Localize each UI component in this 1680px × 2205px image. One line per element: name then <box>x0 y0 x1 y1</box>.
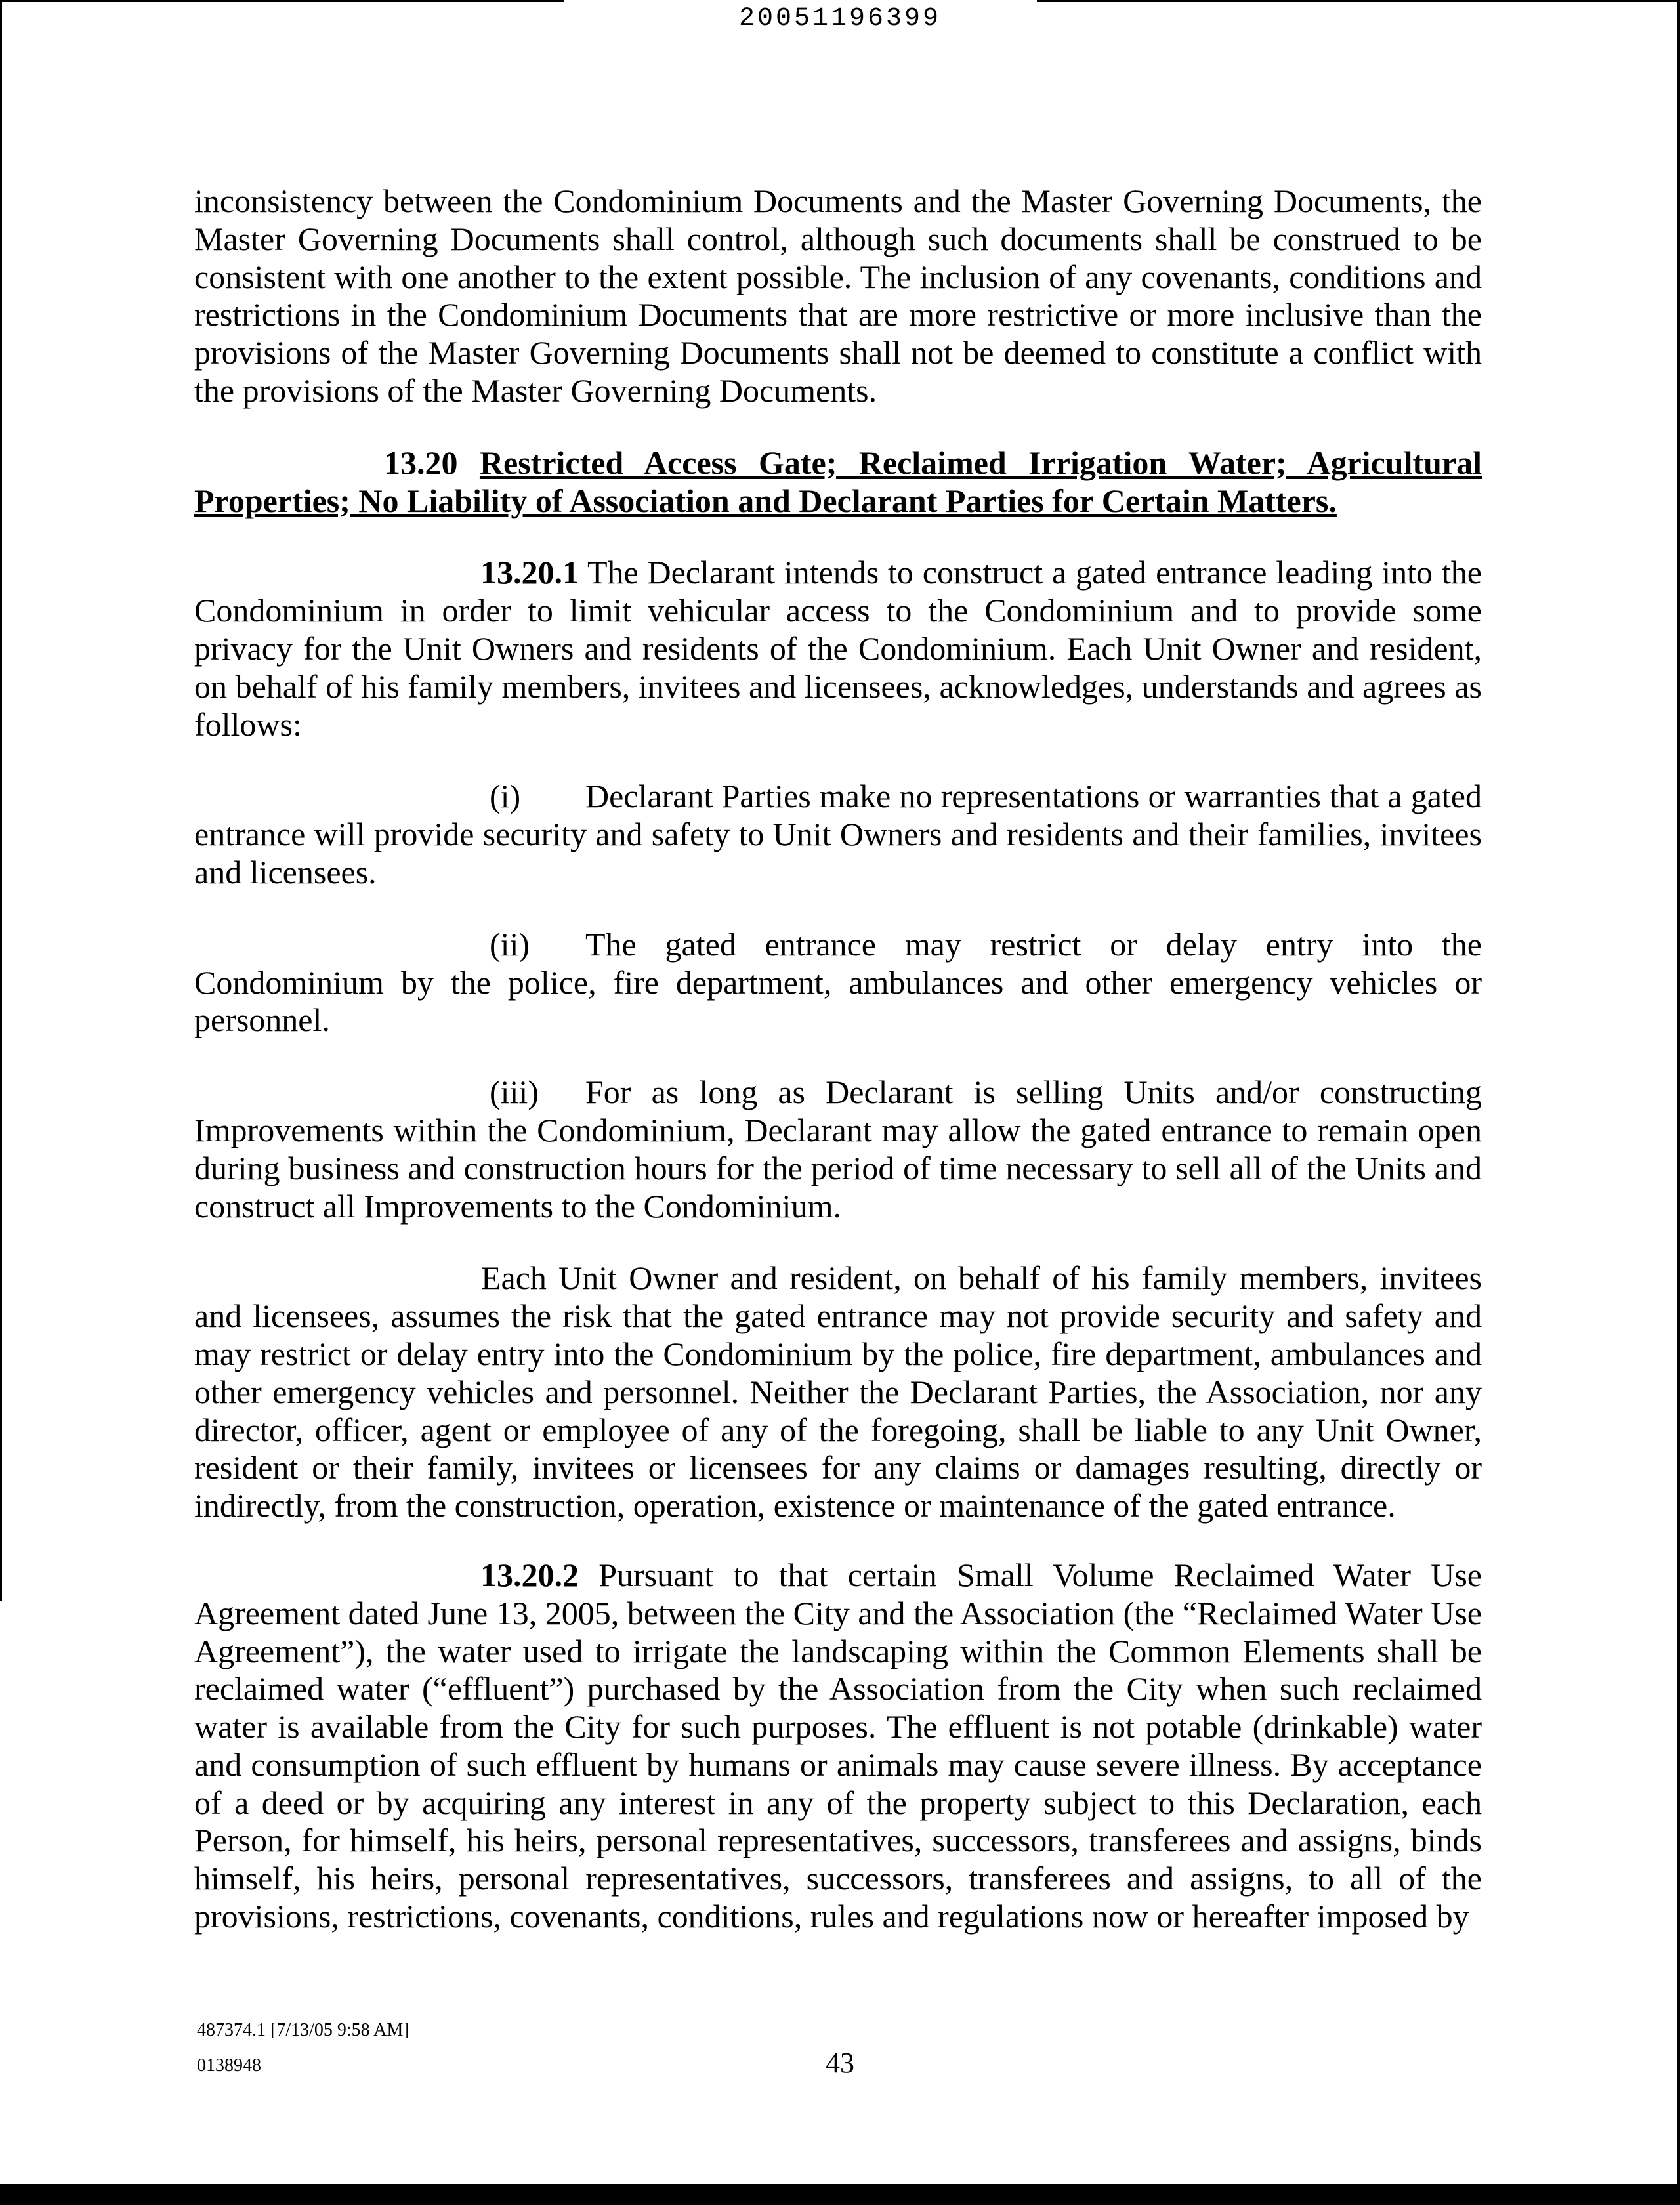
section-heading <box>194 444 1482 520</box>
footer-client-reference: 0138948 <box>197 2055 261 2076</box>
subsection-number: 13.20.1 <box>480 554 579 591</box>
top-border-left <box>0 0 564 2</box>
paragraph-intro: inconsistency between the Condominium Documents and the Master Governing Documents, the Master Governing Documents shall control, although such documents shall be construed to be consistent with one another to the extent possible. The inclusion of any covenants, conditions and restrictions in the Condominium Documents that are more restrictive or more inclusive than the provisions of the Master Governing Documents shall not be deemed to constitute a conflict with the provisions of the Master Governing Documents. <box>194 182 1482 409</box>
list-item <box>194 778 1482 891</box>
list-item <box>194 1074 1482 1225</box>
subsection-text: Pursuant to that certain Small Volume Reclaimed Water Use Agreement dated June 13, 2005, between the City and the Association (the “Reclaimed Water Use Agreement”), the water used to irrigate the landscaping within the Common Elements shall be reclaimed water (“effluent”) purchased by the Association from the City when such reclaimed water is available from the City for such purposes. The effluent is not potable (drinkable) water and consumption of such effluent by humans or animals may cause severe illness. By acceptance of a deed or by acquiring any interest in any of the property subject to this Declaration, each Person, for himself, his heirs, personal representatives, successors, transferees and assigns, binds himself, his heirs, personal representatives, successors, transferees and assigns, to all of the provisions, restrictions, covenants, conditions, rules and regulations now or hereafter imposed by <box>194 1556 1482 1935</box>
subsection-13-20-2 <box>194 1557 1482 1936</box>
subsection-text: The Declarant intends to construct a gated entrance leading into the Condominium in order to limit vehicular access to the Condominium and to provide some privacy for the Unit Owners and residents of the Condominium. Each Unit Owner and resident, on behalf of his family members, invitees and licensees, acknowledges, understands and agrees as follows: <box>194 554 1482 743</box>
footer-document-reference: 487374.1 [7/13/05 9:58 AM] <box>197 2020 410 2040</box>
document-body <box>194 182 1482 1936</box>
list-item-label: (iii) <box>490 1074 539 1111</box>
section-title: Restricted Access Gate; Reclaimed Irrigation Water; Agricultural Properties; No Liability of Association and Declarant Parties for Certain Matters. <box>194 444 1482 519</box>
list-item-text: Declarant Parties make no representations or warranties that a gated entrance will provide security and safety to Unit Owners and residents and their families, invitees and licensees. <box>194 778 1482 891</box>
list-item-label: (i) <box>490 778 521 815</box>
right-border <box>1677 0 1680 2205</box>
left-border <box>0 0 2 1601</box>
page-number: 43 <box>826 2047 854 2079</box>
subsection-13-20-1 <box>194 554 1482 744</box>
list-item-label: (ii) <box>490 925 530 963</box>
list-item-text: The gated entrance may restrict or delay entry into the Condominium by the police, fire department, ambulances and other emergency vehicles or personnel. <box>194 925 1482 1039</box>
section-number: 13.20 <box>384 444 458 481</box>
subsection-number: 13.20.2 <box>480 1556 579 1593</box>
list-item-text: For as long as Declarant is selling Units and/or constructing Improvements within the Condominium, Declarant may allow the gated entrance to remain open during business and construction hours for the period of time necessary to sell all of the Units and construct all Improvements to the Condominium. <box>194 1074 1482 1225</box>
top-border-right <box>1037 0 1680 2</box>
recording-number: 20051196399 <box>738 4 942 33</box>
list-item <box>194 926 1482 1040</box>
paragraph-risk: Each Unit Owner and resident, on behalf of his family members, invitees and licensees, assumes the risk that the gated entrance may not provide security and safety and may restrict or delay entry into the Condominium by the police, fire department, ambulances and other emergency vehicles and personnel. Neither the Declarant Parties, the Association, nor any director, officer, agent or employee of any of the foregoing, shall be liable to any Unit Owner, resident or their family, invitees or licensees for any claims or damages resulting, directly or indirectly, from the construction, operation, existence or maintenance of the gated entrance. <box>194 1259 1482 1524</box>
bottom-border <box>0 2184 1680 2205</box>
